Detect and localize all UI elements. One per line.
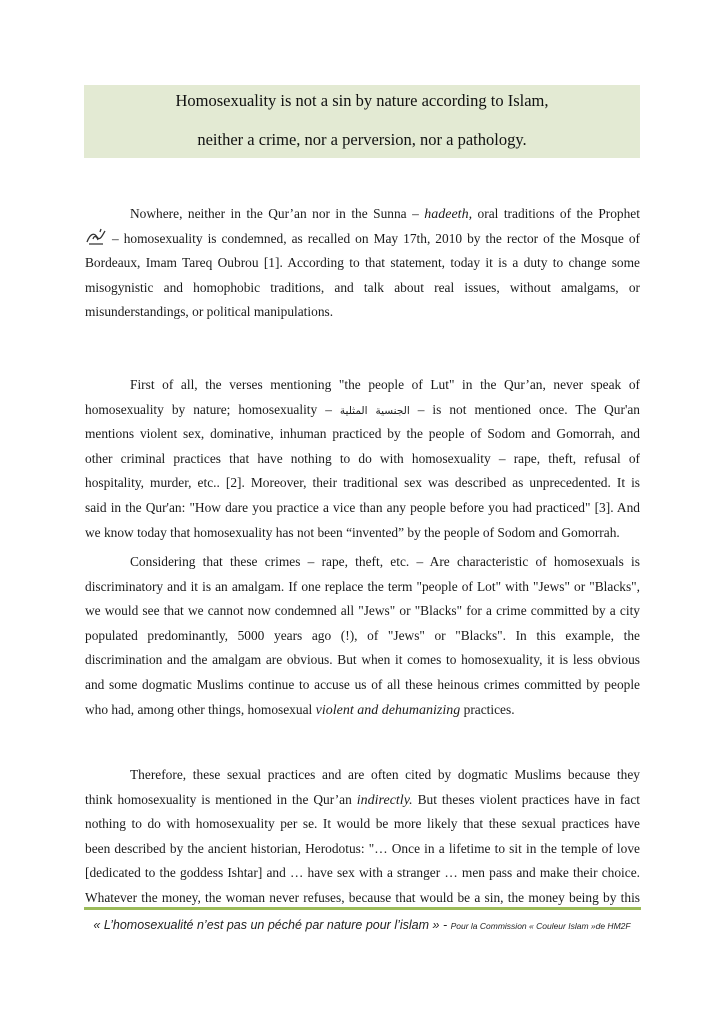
p1-line-4: misogynistic and homophobic traditions, and talk about real issues, without amalgams, or [85, 279, 640, 295]
title-line-2: neither a crime, nor a perversion, nor a pathology. [197, 130, 527, 149]
p2-line-6: said in the Qur'an: "How dare you practice a vice than any people before you had practiced" [3]. And [85, 499, 640, 515]
p3-line-6: and some dogmatic Muslims continue to accuse us of all these heinous crimes committed by people [85, 676, 640, 692]
p1-line-3: Bordeaux, Imam Tareq Oubrou [1]. According to that statement, today it is a duty to change some [85, 255, 640, 271]
p4-line-2: think homosexuality is mentioned in the Qur’an indirectly. But theses violent practices have in fact [85, 791, 640, 808]
p3-line-4: populated predominantly, 5000 years ago (!), of "Jews" or "Blacks". In this example, the [85, 627, 640, 643]
p4-line-6: Whatever the money, the woman never refuses, because that would be a sin, the money being by this [85, 889, 640, 905]
p3-line-3: we would see that we cannot now condemned all "Jews" or "Blacks" for a crime committed by a city [85, 603, 640, 619]
pbuh-calligraphy-icon [85, 228, 107, 244]
hadeeth-term: hadeeth, [424, 207, 473, 222]
p2-line-4: other criminal practices that have nothing to do with homosexuality – rape, theft, refusal of [85, 450, 640, 466]
p4-line-1: Therefore, these sexual practices and are often cited by dogmatic Muslims because they [130, 767, 640, 782]
p4-line-3: nothing to do with homosexuality per se. It would be more likely that these sexual practices have [85, 816, 640, 832]
p1-line-5: misunderstandings, or political manipulations. [85, 304, 334, 320]
p2-line-1: First of all, the verses mentioning "the people of Lut" in the Qur’an, never speak of [130, 377, 640, 392]
p4-line-4: been described by the ancient historian, Herodotus: "… Once in a lifetime to sit in the temple of love [85, 840, 640, 856]
footer-title: « L’homosexualité n’est pas un péché par nature pour l’islam » - [93, 918, 448, 932]
title-box [84, 85, 640, 158]
paragraph-4 [85, 763, 640, 911]
p1-line-2: – homosexuality is condemned, as recalled on May 17th, 2010 by the rector of the Mosque of [85, 227, 640, 252]
paragraph-1 [85, 202, 640, 325]
p3-line-5: discrimination and the amalgam are obvious. But when it comes to homosexuality, it is less obvious [85, 652, 640, 668]
p3-line-2: discriminatory and it is an amalgam. If one replace the term "people of Lot" with "Jews" or "Blacks", [85, 578, 640, 594]
p1-line-1: Nowhere, neither in the Qur’an nor in the Sunna – hadeeth, oral traditions of the Prophet [130, 206, 640, 222]
p3-line-1: Considering that these crimes – rape, theft, etc. – Are characteristic of homosexuals is [130, 554, 640, 569]
emphasis-indirectly: indirectly. [356, 792, 413, 808]
p2-line-7: we know today that homosexuality has not been “invented” by the people of Sodom and Gomorrah. [85, 524, 620, 540]
p4-line-5: [dedicated to the goddess Ishtar] and … have sex with a stranger … men pass and make their choice. [85, 865, 640, 881]
footer-divider [84, 907, 641, 910]
paragraph-2 [85, 373, 640, 545]
p2-line-5: hospitality, murder, etc.. [2]. Moreover, their traditional sex was described as unprecedented. It is [85, 475, 640, 491]
paragraph-3 [85, 550, 640, 722]
arabic-term: الجنسية المثلية [339, 404, 410, 417]
title-line-1: Homosexuality is not a sin by nature according to Islam, [175, 91, 549, 110]
footer-credit: Pour la Commission « Couleur Islam »de HM2F [450, 921, 631, 931]
p3-line-7: who had, among other things, homosexual violent and dehumanizing practices. [85, 701, 515, 718]
p2-line-3: mentions violent sex, dominative, inhuman practiced by the people of Sodom and Gomorrah, and [85, 426, 640, 442]
emphasis-violent: violent and dehumanizing [315, 702, 461, 718]
page-footer [0, 918, 724, 932]
p2-line-2: homosexuality by nature; homosexuality – الجنسية المثلية – is not mentioned once. The Qur'an [85, 401, 640, 417]
